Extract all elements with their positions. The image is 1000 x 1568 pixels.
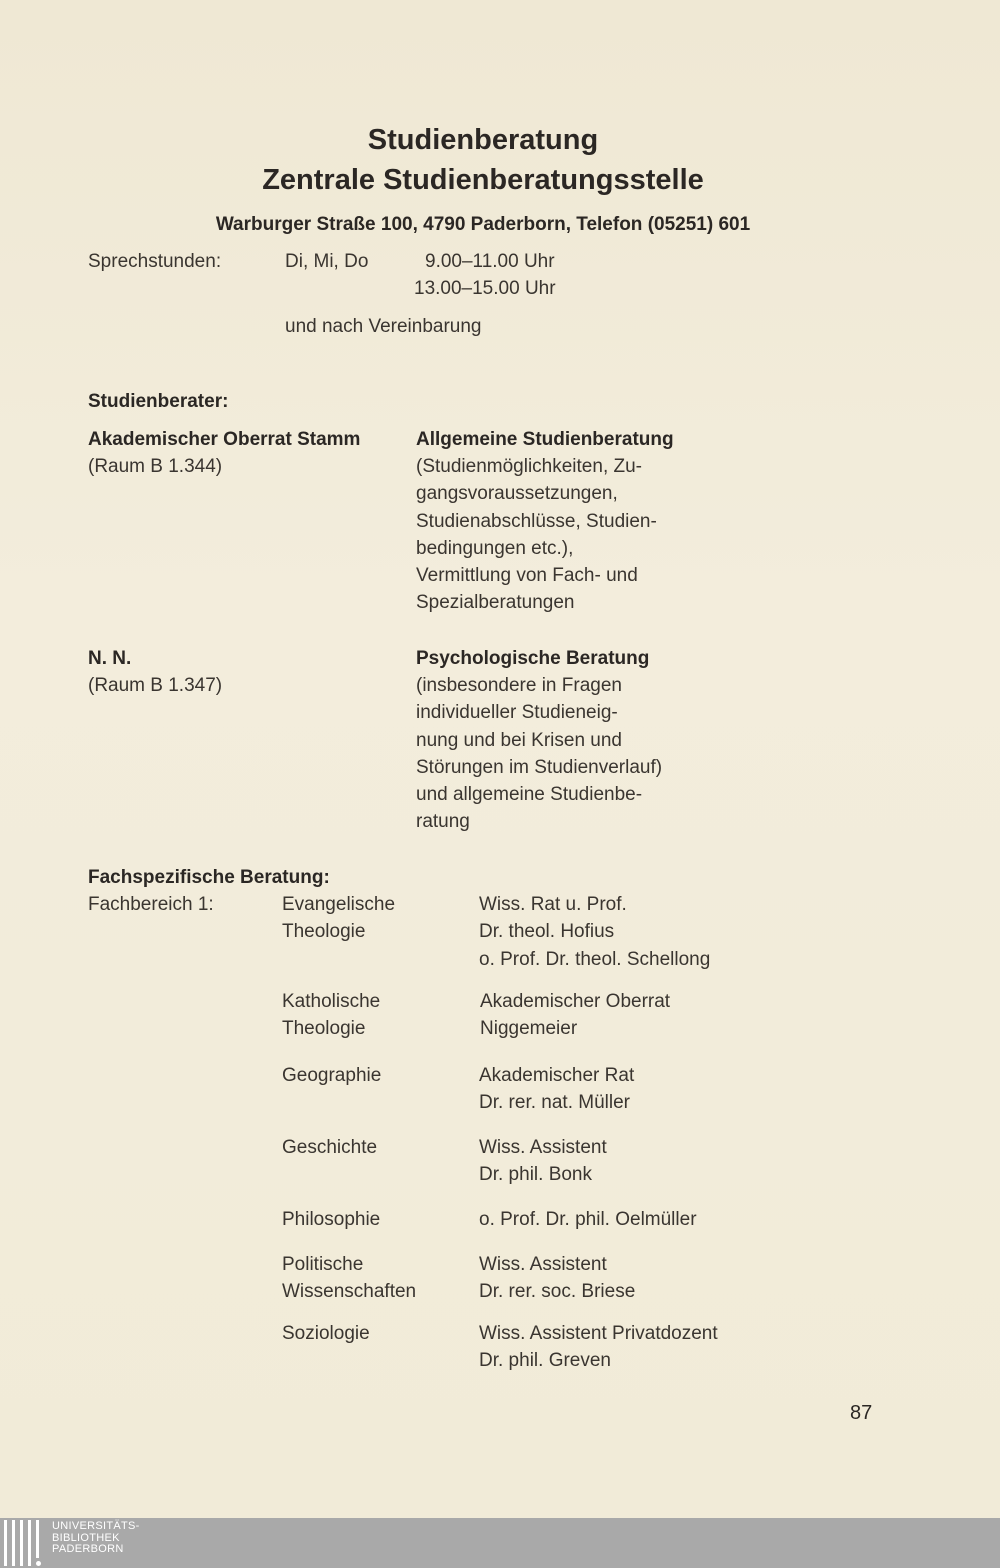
subject-line: Soziologie: [282, 1323, 370, 1344]
subject-line: Evangelische: [282, 894, 396, 915]
advisor-description: [416, 672, 662, 836]
subject-advisor: [479, 1206, 697, 1233]
logo-line: BIBLIOTHEK: [52, 1531, 120, 1544]
subject-advisor: [479, 1062, 634, 1117]
subject-name: [282, 891, 395, 946]
advisor-topic: Psychologische Beratung: [416, 648, 650, 669]
description-line: Vermittlung von Fach- und: [416, 565, 638, 587]
address-line: Warburger Straße 100, 4790 Paderborn, Telefon (05251) 601: [215, 214, 751, 235]
subject-line: Theologie: [282, 921, 366, 943]
hours-time-morning: 9.00–11.00 Uhr: [425, 251, 555, 272]
library-footer-bar: [0, 1518, 1000, 1568]
subject-name: [282, 1206, 380, 1233]
advisor-name: N. N.: [88, 648, 132, 669]
subject-line: Katholische: [282, 991, 381, 1012]
department-label: Fachbereich 1:: [88, 894, 214, 915]
advisor-room: (Raum B 1.344): [88, 456, 223, 477]
description-line: (Studienmöglichkeiten, Zu-: [416, 456, 642, 477]
subject-advisor: [479, 1320, 718, 1375]
fach-heading: Fachspezifische Beratung:: [88, 867, 330, 888]
subject-name: [282, 988, 380, 1043]
library-logo-text: [52, 1521, 140, 1556]
description-line: nung und bei Krisen und: [416, 729, 622, 751]
advisor-line: o. Prof. Dr. theol. Schellong: [479, 948, 711, 970]
advisor-line: o. Prof. Dr. phil. Oelmüller: [479, 1209, 697, 1230]
subject-advisor: [479, 1251, 635, 1306]
hours-label: Sprechstunden:: [88, 251, 222, 272]
description-line: gangsvoraussetzungen,: [416, 483, 618, 505]
logo-line: PADERBORN: [52, 1543, 124, 1555]
subject-advisor: [479, 1134, 607, 1189]
advisor-room: (Raum B 1.347): [88, 675, 223, 696]
advisor-line: Dr. rer. nat. Müller: [479, 1092, 630, 1114]
subject-name: [282, 1062, 381, 1089]
subject-line: Wissenschaften: [282, 1281, 417, 1303]
advisor-line: Dr. phil. Bonk: [479, 1164, 592, 1186]
hours-note: und nach Vereinbarung: [285, 316, 482, 337]
page-subtitle: Zentrale Studienberatungsstelle: [262, 164, 704, 196]
description-line: (insbesondere in Fragen: [416, 675, 622, 696]
advisor-topic: Allgemeine Studienberatung: [416, 429, 674, 450]
advisor-name: Akademischer Oberrat Stamm: [88, 429, 361, 450]
subject-line: Philosophie: [282, 1209, 381, 1230]
advisor-line: Akademischer Rat: [479, 1065, 635, 1086]
advisor-line: Dr. phil. Greven: [479, 1350, 611, 1372]
advisor-line: Wiss. Assistent: [479, 1137, 607, 1158]
subject-name: [282, 1251, 416, 1306]
subject-name: [282, 1134, 377, 1161]
description-line: Störungen im Studienverlauf): [416, 756, 663, 778]
advisor-line: Dr. theol. Hofius: [479, 921, 615, 943]
subject-line: Geographie: [282, 1065, 382, 1086]
logo-line: UNIVERSITÄTS-: [52, 1520, 140, 1532]
library-logo-icon: [2, 1518, 48, 1568]
subject-line: Theologie: [282, 1018, 366, 1040]
advisor-line: Wiss. Assistent Privatdozent: [479, 1323, 718, 1344]
advisor-line: Wiss. Rat u. Prof.: [479, 894, 627, 915]
advisor-line: Akademischer Oberrat: [480, 991, 671, 1012]
page-title: Studienberatung: [367, 124, 599, 156]
description-line: Spezialberatungen: [416, 592, 575, 614]
description-line: ratung: [416, 811, 470, 833]
hours-time-afternoon: 13.00–15.00 Uhr: [414, 278, 556, 299]
subject-advisor: [480, 988, 670, 1043]
description-line: und allgemeine Studienbe-: [416, 784, 643, 806]
description-line: bedingungen etc.),: [416, 537, 574, 559]
advisor-line: Wiss. Assistent: [479, 1254, 607, 1275]
hours-days: Di, Mi, Do: [285, 251, 369, 272]
subject-line: Geschichte: [282, 1137, 378, 1158]
subject-line: Politische: [282, 1254, 364, 1275]
advisor-description: [416, 453, 657, 617]
subject-name: [282, 1320, 370, 1347]
advisor-line: Niggemeier: [480, 1018, 578, 1040]
description-line: Studienabschlüsse, Studien-: [416, 510, 657, 532]
subject-advisor: [479, 891, 710, 973]
description-line: individueller Studieneig-: [416, 702, 618, 724]
advisors-heading: Studienberater:: [88, 391, 229, 412]
advisor-line: Dr. rer. soc. Briese: [479, 1281, 636, 1303]
page-number: 87: [850, 1402, 873, 1424]
